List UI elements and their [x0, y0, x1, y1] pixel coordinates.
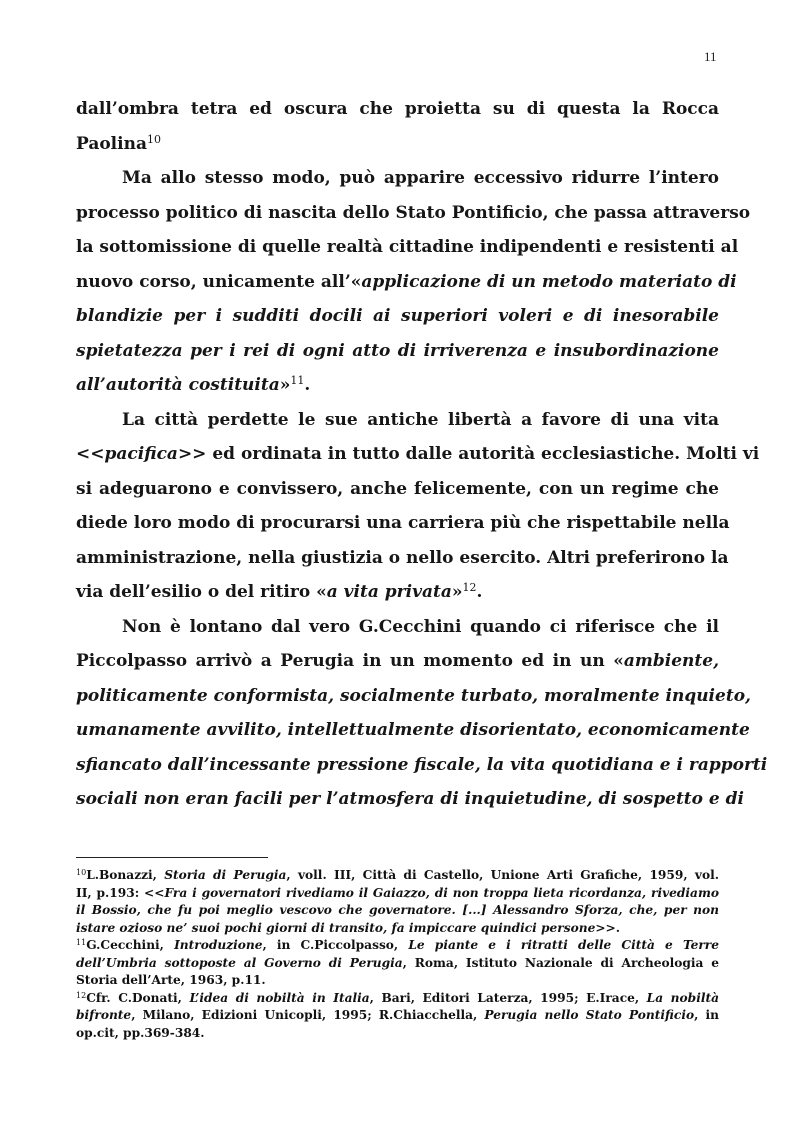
p3-line-5: amministrazione, nella giustizia o nello esercito. Altri preferirono la: [76, 547, 729, 568]
footnote-12: $^{12}$Cfr. C.Donati, L’idea di nobiltà in Italia, Bari, Editori Laterza, 1995; E.Irace, La nobiltà bifronte, Milano, Edizioni Unicopli, 1995; R.Chiacchella, Perugia nello Stato Pontificio, in op.cit, pp.369-384.: [76, 990, 720, 1040]
p2-line-1: Ma allo stesso modo, può apparire eccessivo ridurre l’intero: [122, 168, 719, 188]
page-number: 11: [704, 49, 717, 64]
p3-line-2: <<pacifica>> ed ordinata in tutto dalle autorità ecclesiastiche. Molti vi: [76, 444, 760, 464]
footnote-ref-10[interactable]: 10: [146, 132, 161, 146]
p4-line-4: umanamente avvilito, intellettualmente disorientato, economicamente: [76, 720, 750, 740]
p4-line-2: Piccolpasso arrivò a Perugia in un momento ed in un «ambiente,: [76, 651, 719, 671]
p3-line-3: si adeguarono e convissero, anche felicemente, con un regime che: [76, 478, 719, 499]
p3-line-1: La città perdette le sue antiche libertà a favore di una vita: [122, 409, 719, 430]
p2-line-3: la sottomissione di quelle realtà cittadine indipendenti e resistenti al: [76, 237, 739, 257]
footnote-number-10: 10: [76, 868, 87, 877]
footnote-ref-11[interactable]: 11: [290, 374, 305, 387]
footnote-10: $^{10}$L.Bonazzi, Storia di Perugia, voll. III, Città di Castello, Unione Arti Grafiche, 1959, vol. II, p.193: <<Fra i governatori rivediamo il Gaiazzo, di non troppa lieta ricordanza, rivediamo il Bossio, che fu poi meglio vescovo che governatore. [...] Alessandro Sforza, che, per non istare ozioso ne’ suoi pochi giorni di transito, fa impiccare quindici persone>>.: [76, 868, 719, 935]
p4-line-6: sociali non eran facili per l’atmosfera di inquietudine, di sospetto e di: [76, 789, 744, 809]
footnote-number-12: 12: [76, 990, 87, 1000]
footnote-ref-12[interactable]: 12: [462, 581, 477, 594]
p3-line-4: diede loro modo di procurarsi una carriera più che rispettabile nella: [76, 513, 730, 533]
p4-line-5: sfiancato dall’incessante pressione fiscale, la vita quotidiana e i rapporti: [76, 754, 768, 775]
body-text: [76, 92, 768, 817]
footnote-separator: [76, 857, 268, 858]
p2-line-5: blandizie per i sudditi docili ai superiori voleri e di inesorabile: [76, 306, 719, 326]
p3-line-6: via dell’esilio o del ritiro «a vita privata»$^{12}$.: [76, 581, 483, 602]
p2-line-6: spietatezza per i rei di ogni atto di irriverenza e insubordinazione: [76, 340, 719, 361]
p2-line-2: processo politico di nascita dello Stato Pontificio, che passa attraverso: [76, 202, 751, 223]
footnotes: [76, 867, 719, 1042]
p1-line-1: dall’ombra tetra ed oscura che proietta su di questa la Rocca: [76, 99, 719, 119]
p1-line-2: Paolina$^{10}$: [76, 132, 161, 154]
p4-line-3: politicamente conformista, socialmente turbato, moralmente inquieto,: [76, 685, 751, 706]
p2-line-7: all’autorità costituita»$^{11}$.: [76, 374, 311, 395]
p2-line-4: nuovo corso, unicamente all’«applicazione di un metodo materiato di: [76, 271, 737, 292]
footnote-11: $^{11}$G.Cecchini, Introduzione, in C.Piccolpasso, Le piante e i ritratti delle Città e Terre dell’Umbria sottoposte al Governo di Perugia, Roma, Istituto Nazionale di Archeologia e Storia dell’Arte, 1963, p.11.: [76, 938, 719, 987]
p4-line-1: Non è lontano dal vero G.Cecchini quando ci riferisce che il: [122, 616, 719, 637]
footnote-number-11: 11: [76, 938, 87, 947]
